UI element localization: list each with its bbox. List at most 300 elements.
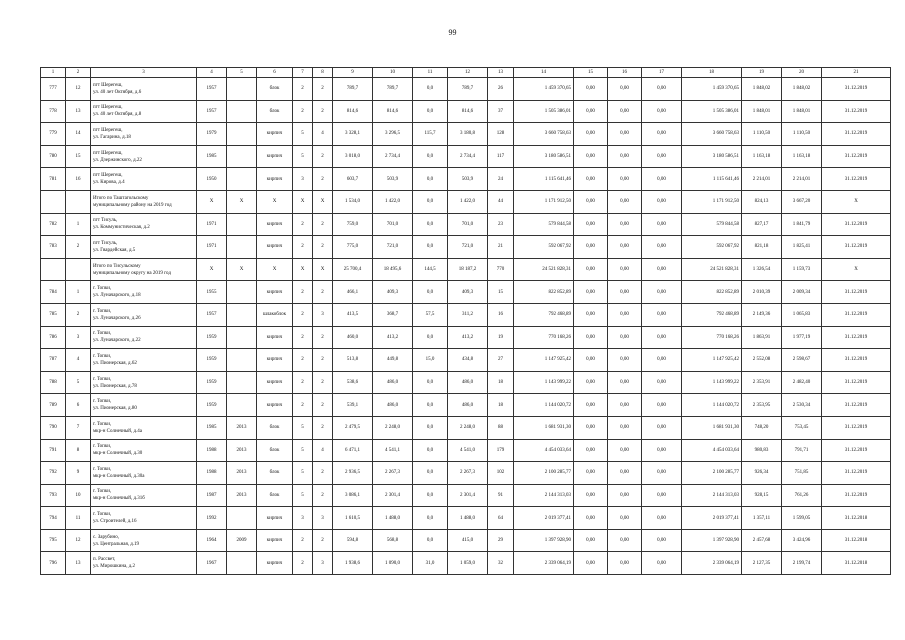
table-cell: 0,00 [574, 78, 608, 101]
table-cell: 1992 [197, 507, 227, 530]
table-cell: 0,0 [413, 394, 448, 417]
table-cell: 0,00 [608, 236, 642, 259]
table-row [41, 484, 891, 507]
address-cell: г. Топки, ул. Луначарского, д.26 [91, 303, 197, 326]
table-cell: 1 115 641,46 [514, 168, 574, 191]
table-cell: блок [257, 439, 293, 462]
table-cell: 792 468,89 [514, 303, 574, 326]
page-number: 99 [448, 28, 457, 37]
table-cell: 2 [313, 462, 333, 485]
table-cell: 1967 [197, 552, 227, 575]
table-cell: 0,00 [642, 507, 682, 530]
table-cell: 415,0 [448, 529, 488, 552]
table-cell: 31,0 [413, 552, 448, 575]
table-cell: 31.12.2019 [822, 303, 891, 326]
table-cell: 592 067,92 [682, 236, 742, 259]
table-cell: 6 [66, 394, 91, 417]
table-cell: 603,7 [333, 168, 373, 191]
table-cell: 31.12.2019 [822, 213, 891, 236]
table-cell: 592 067,92 [514, 236, 574, 259]
table-cell: 486,0 [448, 394, 488, 417]
table-cell: 0,00 [608, 303, 642, 326]
table-cell: 721,0 [373, 236, 413, 259]
table-cell [227, 213, 257, 236]
table-cell: 0,00 [608, 394, 642, 417]
address-cell: пгт Тисуль, ул. Гвардейская, д.5 [91, 236, 197, 259]
table-cell: 1 599,05 [782, 507, 822, 530]
column-header: 15 [574, 68, 608, 78]
table-cell: 3 [313, 303, 333, 326]
table-cell: 16 [66, 168, 91, 191]
table-cell: 0,0 [413, 100, 448, 123]
table-cell: 115,7 [413, 123, 448, 146]
column-header: 20 [782, 68, 822, 78]
table-cell: 0,00 [642, 371, 682, 394]
table-cell [41, 190, 66, 213]
address-cell: г. Топки, ул. Луначарского, д.22 [91, 326, 197, 349]
table-cell: 24 [488, 168, 514, 191]
column-header: 1 [41, 68, 66, 78]
table-cell: кирпич [257, 371, 293, 394]
table-row [41, 145, 891, 168]
table-cell: 11 [66, 507, 91, 530]
table-cell: 4 454 033,64 [682, 439, 742, 462]
table-cell: 792 468,89 [682, 303, 742, 326]
table-cell: X [313, 190, 333, 213]
table-cell: 0,00 [642, 190, 682, 213]
table-cell: 3 328,1 [333, 123, 373, 146]
table-cell: 0,00 [574, 416, 608, 439]
table-cell: 0,00 [642, 78, 682, 101]
table-cell: 2 [313, 78, 333, 101]
table-cell: 7 [66, 416, 91, 439]
table-cell: 795 [41, 529, 66, 552]
table-cell: 19 [488, 326, 514, 349]
column-header: 21 [822, 68, 891, 78]
address-cell: пгт Шерегеш, ул. Гагарина, д.18 [91, 123, 197, 146]
table-cell: 3 424,96 [782, 529, 822, 552]
table-cell: 1955 [197, 281, 227, 304]
table-cell: 0,00 [608, 552, 642, 575]
table-cell: 2 214,01 [782, 168, 822, 191]
table-cell: блок [257, 462, 293, 485]
table-cell: 26 [488, 78, 514, 101]
table-cell: 0,00 [608, 258, 642, 281]
table-cell: 1957 [197, 100, 227, 123]
table-cell: 787 [41, 349, 66, 372]
table-cell: 775,0 [333, 236, 373, 259]
table-cell [227, 371, 257, 394]
table-cell: 31.12.2019 [822, 371, 891, 394]
table-cell: 2013 [227, 462, 257, 485]
table-cell: 0,00 [608, 349, 642, 372]
address-cell: пгт Шерегеш, ул. Дзержинского, д.22 [91, 145, 197, 168]
table-cell: 0,00 [574, 123, 608, 146]
table-cell: 434,8 [448, 349, 488, 372]
table-cell: 15 [66, 145, 91, 168]
header-row [41, 68, 891, 78]
table-cell: 486,0 [448, 371, 488, 394]
table-cell: 814,6 [373, 100, 413, 123]
table-cell: 1 938,6 [333, 552, 373, 575]
table-cell: 31.12.2019 [822, 394, 891, 417]
table-cell: 1 171 912,50 [682, 190, 742, 213]
table-cell: 785 [41, 303, 66, 326]
table-cell: 1 326,54 [742, 258, 782, 281]
table-cell: 2 [293, 303, 313, 326]
table-cell: 0,00 [608, 439, 642, 462]
table-cell: 31.12.2019 [822, 439, 891, 462]
address-cell: пгт Шерегеш, ул. Кирова, д.4 [91, 168, 197, 191]
table-cell: 2013 [227, 484, 257, 507]
table-cell: кирпич [257, 507, 293, 530]
table-cell: 18 495,6 [373, 258, 413, 281]
table-cell: 1 110,50 [742, 123, 782, 146]
table-cell: 2 248,0 [373, 416, 413, 439]
table-cell [66, 190, 91, 213]
table-cell: 0,00 [574, 236, 608, 259]
table-cell: 21 [488, 236, 514, 259]
table-cell: 1 397 928,90 [682, 529, 742, 552]
table-cell: 1 505 386,01 [514, 100, 574, 123]
table-cell: 27 [488, 349, 514, 372]
table-row [41, 281, 891, 304]
table-cell: 822 852,89 [682, 281, 742, 304]
table-cell: X [197, 190, 227, 213]
table-cell: 926,34 [742, 462, 782, 485]
table-cell: 824,13 [742, 190, 782, 213]
table-cell: 3 660 758,63 [682, 123, 742, 146]
table-cell: 1 488,0 [448, 507, 488, 530]
table-cell: 539,1 [333, 394, 373, 417]
table-cell: 2 [313, 213, 333, 236]
table-cell: 0,00 [608, 123, 642, 146]
table-cell: 10 [66, 484, 91, 507]
table-cell: 789,7 [333, 78, 373, 101]
table-cell: 31.12.2019 [822, 100, 891, 123]
address-cell: пгт Шерегеш, ул. 40 лет Октября, д.6 [91, 78, 197, 101]
table-cell: 793 [41, 484, 66, 507]
table-cell: 748,20 [742, 416, 782, 439]
table-cell: 3 086,1 [333, 484, 373, 507]
table-row [41, 78, 891, 101]
table-cell: 789 [41, 394, 66, 417]
address-cell: г. Топки, ул. Пионерская, д.62 [91, 349, 197, 372]
table-cell: кирпич [257, 168, 293, 191]
table-cell: 4 [66, 349, 91, 372]
table-cell: 102 [488, 462, 514, 485]
table-cell: 2 [313, 168, 333, 191]
table-cell: 2 353,95 [742, 394, 782, 417]
table-cell: кирпич [257, 394, 293, 417]
table-cell: 1964 [197, 529, 227, 552]
table-cell: 486,0 [373, 394, 413, 417]
table-cell: X [257, 190, 293, 213]
table-row [41, 123, 891, 146]
table-cell: 2 248,0 [448, 416, 488, 439]
table-cell: 0,00 [642, 281, 682, 304]
table-cell: 2 [293, 552, 313, 575]
table-cell: 794 [41, 507, 66, 530]
table-cell: 2013 [227, 439, 257, 462]
table-cell: 1 681 931,30 [514, 416, 574, 439]
table-cell: 792 [41, 462, 66, 485]
address-cell: п. Рассвет, ул. Мирошкина, д.2 [91, 552, 197, 575]
table-cell: 0,00 [574, 507, 608, 530]
table-cell: 0,00 [642, 123, 682, 146]
table-cell: 311,2 [448, 303, 488, 326]
table-cell: 0,0 [413, 371, 448, 394]
table-cell: 0,00 [574, 439, 608, 462]
table-cell: 0,00 [642, 484, 682, 507]
table-cell: 117 [488, 145, 514, 168]
table-cell: 0,00 [642, 462, 682, 485]
table-cell [227, 145, 257, 168]
table-row [41, 552, 891, 575]
table-cell: 2 267,3 [448, 462, 488, 485]
table-cell: 2 734,4 [448, 145, 488, 168]
table-cell: 0,00 [642, 439, 682, 462]
table-cell: 786 [41, 326, 66, 349]
table-cell: 827,17 [742, 213, 782, 236]
table-cell: X [197, 258, 227, 281]
table-cell: 2 [313, 371, 333, 394]
table-cell: 2 [293, 78, 313, 101]
table-cell: 1957 [197, 303, 227, 326]
table-cell: 1 681 931,30 [682, 416, 742, 439]
address-cell: пгт Тисуль, ул. Коммунистическая, д.2 [91, 213, 197, 236]
table-cell: 0,00 [642, 258, 682, 281]
column-header: 8 [313, 68, 333, 78]
address-cell: г. Топки, мкр-н Солнечный, д.30а [91, 462, 197, 485]
table-cell: 1 848,01 [782, 100, 822, 123]
table-cell: 770 168,26 [682, 326, 742, 349]
table-cell: 1 863,91 [742, 326, 782, 349]
table-cell: кирпич [257, 281, 293, 304]
table-cell: 2 019 377,41 [514, 507, 574, 530]
table-cell: 2 339 064,19 [514, 552, 574, 575]
table-cell: 57,5 [413, 303, 448, 326]
table-cell: кирпич [257, 123, 293, 146]
table-cell: 791 [41, 439, 66, 462]
table-cell: 0,00 [574, 303, 608, 326]
address-cell: г. Топки, ул. Пионерская, д.80 [91, 394, 197, 417]
table-cell: 3 018,0 [333, 145, 373, 168]
table-cell: 789,7 [373, 78, 413, 101]
table-cell: 1 357,11 [742, 507, 782, 530]
table-cell: 0,00 [608, 78, 642, 101]
table-cell: 0,00 [608, 326, 642, 349]
table-cell: 0,00 [608, 416, 642, 439]
table-cell: 783 [41, 236, 66, 259]
table-row [41, 258, 891, 281]
table-cell: 2 [293, 349, 313, 372]
table-cell: 779 [41, 123, 66, 146]
table-cell: 2 019 377,41 [682, 507, 742, 530]
table-cell: 449,8 [373, 349, 413, 372]
table-row [41, 462, 891, 485]
table-cell: 780 [41, 145, 66, 168]
table-cell: 4 [313, 123, 333, 146]
table-cell: 179 [488, 439, 514, 462]
column-header: 5 [227, 68, 257, 78]
table-cell: X [822, 258, 891, 281]
table-cell: 0,00 [574, 258, 608, 281]
table-cell: блок [257, 78, 293, 101]
table-cell: 1 143 999,22 [682, 371, 742, 394]
table-cell: 0,00 [608, 100, 642, 123]
table-cell: 3 [293, 168, 313, 191]
table-cell: 409,3 [373, 281, 413, 304]
table-cell: 0,0 [413, 484, 448, 507]
table-cell: 128 [488, 123, 514, 146]
table-cell: 0,00 [608, 462, 642, 485]
table-cell [227, 303, 257, 326]
table-cell: 1959 [197, 371, 227, 394]
table-cell: 2 [293, 281, 313, 304]
table-cell: 2 [313, 236, 333, 259]
table-cell: 18 [488, 371, 514, 394]
table-row [41, 213, 891, 236]
table-cell: 32 [488, 552, 514, 575]
table-cell: шлакоблок [257, 303, 293, 326]
table-cell: 1 147 925,42 [514, 349, 574, 372]
table-cell: 721,0 [448, 236, 488, 259]
table-cell: 3 180 586,51 [682, 145, 742, 168]
table-cell: 2 [313, 416, 333, 439]
table-cell: 14 [66, 123, 91, 146]
table-cell: 31.12.2019 [822, 349, 891, 372]
table-row [41, 507, 891, 530]
column-header: 11 [413, 68, 448, 78]
table-cell: 0,00 [642, 416, 682, 439]
table-cell: блок [257, 100, 293, 123]
table-cell: 2 [313, 349, 333, 372]
table-cell: 2 530,34 [782, 394, 822, 417]
address-cell: г. Топки, мкр-н Солнечный, д.4а [91, 416, 197, 439]
table-cell: 2 [313, 529, 333, 552]
table-cell: 2 353,91 [742, 371, 782, 394]
table-cell: 503,9 [448, 168, 488, 191]
table-cell: 0,00 [574, 552, 608, 575]
table-cell: 4 [313, 439, 333, 462]
table-cell [227, 100, 257, 123]
table-cell: 1957 [197, 78, 227, 101]
table-cell: 2013 [227, 416, 257, 439]
table-cell: 814,6 [333, 100, 373, 123]
table-cell: 13 [66, 100, 91, 123]
table-cell: 2 598,67 [782, 349, 822, 372]
table-cell: 0,00 [574, 462, 608, 485]
table-cell: 1988 [197, 439, 227, 462]
column-header: 18 [682, 68, 742, 78]
table-cell: 3 [313, 552, 333, 575]
column-header: 2 [66, 68, 91, 78]
address-cell: Итого по Таштагольскому муниципальному району на 2019 год [91, 190, 197, 213]
table-cell: 1959 [197, 394, 227, 417]
column-header: 12 [448, 68, 488, 78]
register-table [40, 67, 891, 575]
table-cell: 2 [293, 236, 313, 259]
table-cell: 1971 [197, 213, 227, 236]
table-cell: 2 [293, 213, 313, 236]
table-cell: 0,00 [642, 529, 682, 552]
table-cell: 31.12.2018 [822, 552, 891, 575]
table-cell: 1959 [197, 326, 227, 349]
table-cell: 413,2 [448, 326, 488, 349]
table-cell: блок [257, 484, 293, 507]
table-cell: 0,0 [413, 145, 448, 168]
table-cell [227, 168, 257, 191]
table-cell: 25 700,4 [333, 258, 373, 281]
table-cell: 2 127,35 [742, 552, 782, 575]
table-cell: 1 159,73 [782, 258, 822, 281]
table-cell: 0,00 [608, 213, 642, 236]
table-cell: 1985 [197, 416, 227, 439]
table-cell: кирпич [257, 529, 293, 552]
table-cell: 1 848,02 [742, 78, 782, 101]
table-cell: 0,0 [413, 326, 448, 349]
table-cell: 16 [488, 303, 514, 326]
table-cell: 6 471,1 [333, 439, 373, 462]
table-cell: 3 180,8 [448, 123, 488, 146]
table-cell: 788 [41, 371, 66, 394]
table-cell: 2 734,4 [373, 145, 413, 168]
table-cell: 1950 [197, 168, 227, 191]
table-cell: 770 [488, 258, 514, 281]
table-row [41, 349, 891, 372]
table-cell: 1 534,0 [333, 190, 373, 213]
table-cell: 782 [41, 213, 66, 236]
table-cell: 814,6 [448, 100, 488, 123]
table-cell: 12 [66, 529, 91, 552]
table-cell: 0,00 [608, 168, 642, 191]
table-cell: 2 [293, 529, 313, 552]
table-cell: 1959 [197, 349, 227, 372]
table-cell: 2 [66, 236, 91, 259]
table-cell: 1 422,0 [373, 190, 413, 213]
table-cell: 0,00 [574, 484, 608, 507]
table-cell: 0,00 [574, 371, 608, 394]
table-cell: 31.12.2019 [822, 236, 891, 259]
table-cell: 2 144 313,03 [682, 484, 742, 507]
table-cell: 144,5 [413, 258, 448, 281]
table-cell: 31.12.2019 [822, 416, 891, 439]
table-cell: 777 [41, 78, 66, 101]
table-cell [227, 281, 257, 304]
address-cell: с. Зарубино, ул. Центральная, д.19 [91, 529, 197, 552]
table-cell: 0,00 [642, 303, 682, 326]
table-cell: 0,00 [642, 145, 682, 168]
table-cell: 18 [488, 394, 514, 417]
table-cell: кирпич [257, 236, 293, 259]
table-cell: 18 187,2 [448, 258, 488, 281]
table-cell: 0,0 [413, 236, 448, 259]
table-row [41, 439, 891, 462]
address-cell: пгт Шерегеш, ул. 40 лет Октября, д.8 [91, 100, 197, 123]
table-cell: 2 936,5 [333, 462, 373, 485]
table-cell: 2 [313, 394, 333, 417]
table-row [41, 371, 891, 394]
table-cell: 1 065,83 [782, 303, 822, 326]
table-cell: 0,00 [574, 213, 608, 236]
table-cell: 789,7 [448, 78, 488, 101]
table-cell: 24 521 828,31 [682, 258, 742, 281]
table-cell: 44 [488, 190, 514, 213]
table-cell: 2 100 285,77 [682, 462, 742, 485]
table-cell: 2 [293, 371, 313, 394]
table-cell: 3 296,5 [373, 123, 413, 146]
